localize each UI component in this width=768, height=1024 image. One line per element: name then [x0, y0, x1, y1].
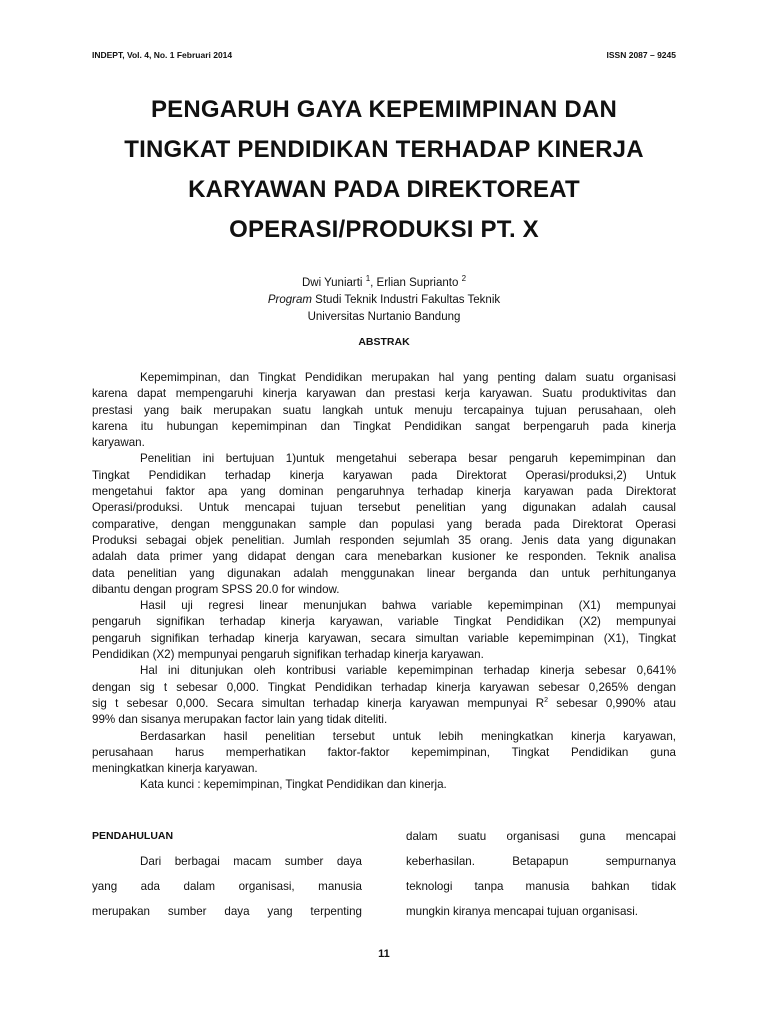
- program: [0, 292, 768, 309]
- separator: ,: [370, 276, 377, 289]
- right-column: [406, 824, 676, 924]
- program-rest: Studi Teknik Industri Fakultas Teknik: [311, 293, 501, 306]
- abstract-line: Hasil uji regresi linear menunjukan bahwa variable kepemimpinan (X1) mempunyai: [140, 599, 676, 613]
- line-segment: sebesar 0,990% atau: [548, 696, 676, 710]
- abstract-line: dibantu dengan program SPSS 20.0 for window.: [92, 582, 340, 596]
- abstract-body: [92, 370, 676, 794]
- abstract-line: 99% dan sisanya merupakan factor lain yang tidak diteliti.: [92, 713, 388, 727]
- page-number: 11: [378, 948, 390, 960]
- abstract-line: perusahaan harus memperhatikan faktor-faktor kepemimpinan, Tingkat Pendidikan guna: [92, 745, 676, 759]
- text-line: Dari berbagai macam sumber daya: [140, 855, 362, 868]
- abstract-line: Hal ini ditunjukan oleh kontribusi variable kepemimpinan terhadap kinerja sebesar 0,641%: [140, 664, 676, 678]
- title-line: OPERASI/PRODUKSI PT. X: [229, 216, 539, 243]
- abstract-line: mengetahui faktor apa yang dominan pengaruhnya terhadap kinerja karyawan pada Direktorat: [92, 485, 676, 499]
- abstract-line: Tingkat Pendidikan terhadap kinerja karyawan pada Direktorat Operasi/produksi,2) Untuk: [92, 468, 676, 482]
- abstract-line: Kepemimpinan, dan Tingkat Pendidikan merupakan hal yang penting dalam suatu organisasi: [140, 371, 676, 384]
- abstract-line: Berdasarkan hasil penelitian tersebut untuk lebih meningkatkan kinerja karyawan,: [140, 729, 676, 743]
- authors-block: [0, 270, 768, 326]
- abstract-line: karena dapat mempengaruhi kinerja karyawan dan prestasi kerja karyawan. Suatu produktivitas dan: [92, 387, 676, 401]
- text-line: teknologi tanpa manusia bahkan tidak: [406, 880, 676, 893]
- abstract-line: [92, 696, 676, 712]
- abstract-line: meningkatkan kinerja karyawan.: [92, 762, 258, 776]
- abstract-line: Operasi/produksi. Untuk mencapai tujuan tersebut penelitian yang digunakan adalah causal: [92, 501, 676, 515]
- author-names: [0, 270, 768, 292]
- text-line: dalam suatu organisasi guna mencapai: [406, 830, 676, 843]
- abstract-line: karyawan.: [92, 436, 145, 450]
- title-line: KARYAWAN PADA DIREKTOREAT: [188, 176, 580, 203]
- text-line: merupakan sumber daya yang terpenting: [92, 905, 362, 918]
- issn-header: ISSN 2087 – 9245: [606, 50, 676, 60]
- text-line: yang ada dalam organisasi, manusia: [92, 880, 362, 893]
- abstract-heading: ABSTRAK: [358, 336, 410, 348]
- paper-title: [60, 90, 708, 250]
- abstract-line: karena itu hubungan kepemimpinan dan Tingkat Pendidikan sangat berpengaruh pada kinerja: [92, 419, 676, 433]
- abstract-line: data penelitian yang digunakan adalah menggunakan linear berganda dan untuk perhitunganya: [92, 566, 676, 580]
- author-2: Erlian Suprianto: [376, 276, 459, 289]
- abstract-line: pengaruh signifikan terhadap kinerja karyawan, variable Tingkat Pendidikan (X2) mempunyai: [92, 615, 676, 629]
- program-italic: Program: [267, 293, 312, 306]
- abstract-line: dengan sig t sebesar 0,000. Tingkat Pendidikan terhadap kinerja karyawan sebesar 0,265% dengan: [92, 680, 676, 694]
- abstract-line: Pendidikan (X2) mempunyai pengaruh signifikan terhadap kinerja karyawan.: [92, 648, 484, 662]
- university: Universitas Nurtanio Bandung: [307, 310, 461, 323]
- line-segment: sig t sebesar 0,000. Secara simultan terhadap kinerja karyawan mempunyai R: [92, 696, 545, 710]
- text-line: keberhasilan. Betapapun sempurnanya: [406, 855, 676, 868]
- abstract-line: pengaruh signifikan terhadap kinerja karyawan, secara simultan variable kepemimpinan (X1), Tingkat: [92, 631, 676, 645]
- left-column: [92, 824, 362, 924]
- affiliation-mark: 1: [365, 274, 371, 283]
- superscript: 2: [544, 697, 549, 705]
- author-1: Dwi Yuniarti: [301, 276, 363, 289]
- title-line: TINGKAT PENDIDIKAN TERHADAP KINERJA: [124, 136, 644, 163]
- abstract-line: comparative, dengan menggunakan sample dan populasi yang berada pada Direktorat Operasi: [92, 517, 676, 531]
- journal-header: INDEPT, Vol. 4, No. 1 Februari 2014: [92, 50, 233, 60]
- abstract-line: Kata kunci : kepemimpinan, Tingkat Pendidikan dan kinerja.: [140, 778, 447, 792]
- title-line: PENGARUH GAYA KEPEMIMPINAN DAN: [150, 96, 618, 123]
- abstract-line: adalah data primer yang didapat dengan cara menebarkan kusioner ke responden. Teknik analisa: [92, 550, 676, 564]
- affiliation-mark: 2: [461, 274, 467, 283]
- abstract-line: Produksi sebagai objek penelitian. Jumlah responden sejumlah 35 orang. Jenis data yang digunakan: [92, 533, 676, 547]
- abstract-line: prestasi yang baik merupakan suatu langkah untuk menuju tercapainya tujuan perusahaan, oleh: [92, 403, 676, 417]
- text-line: mungkin kiranya mencapai tujuan organisasi.: [406, 905, 639, 918]
- abstract-line: Penelitian ini bertujuan 1)untuk mengetahui seberapa besar pengaruh kepemimpinan dan: [140, 452, 676, 466]
- section-heading: PENDAHULUAN: [92, 830, 174, 842]
